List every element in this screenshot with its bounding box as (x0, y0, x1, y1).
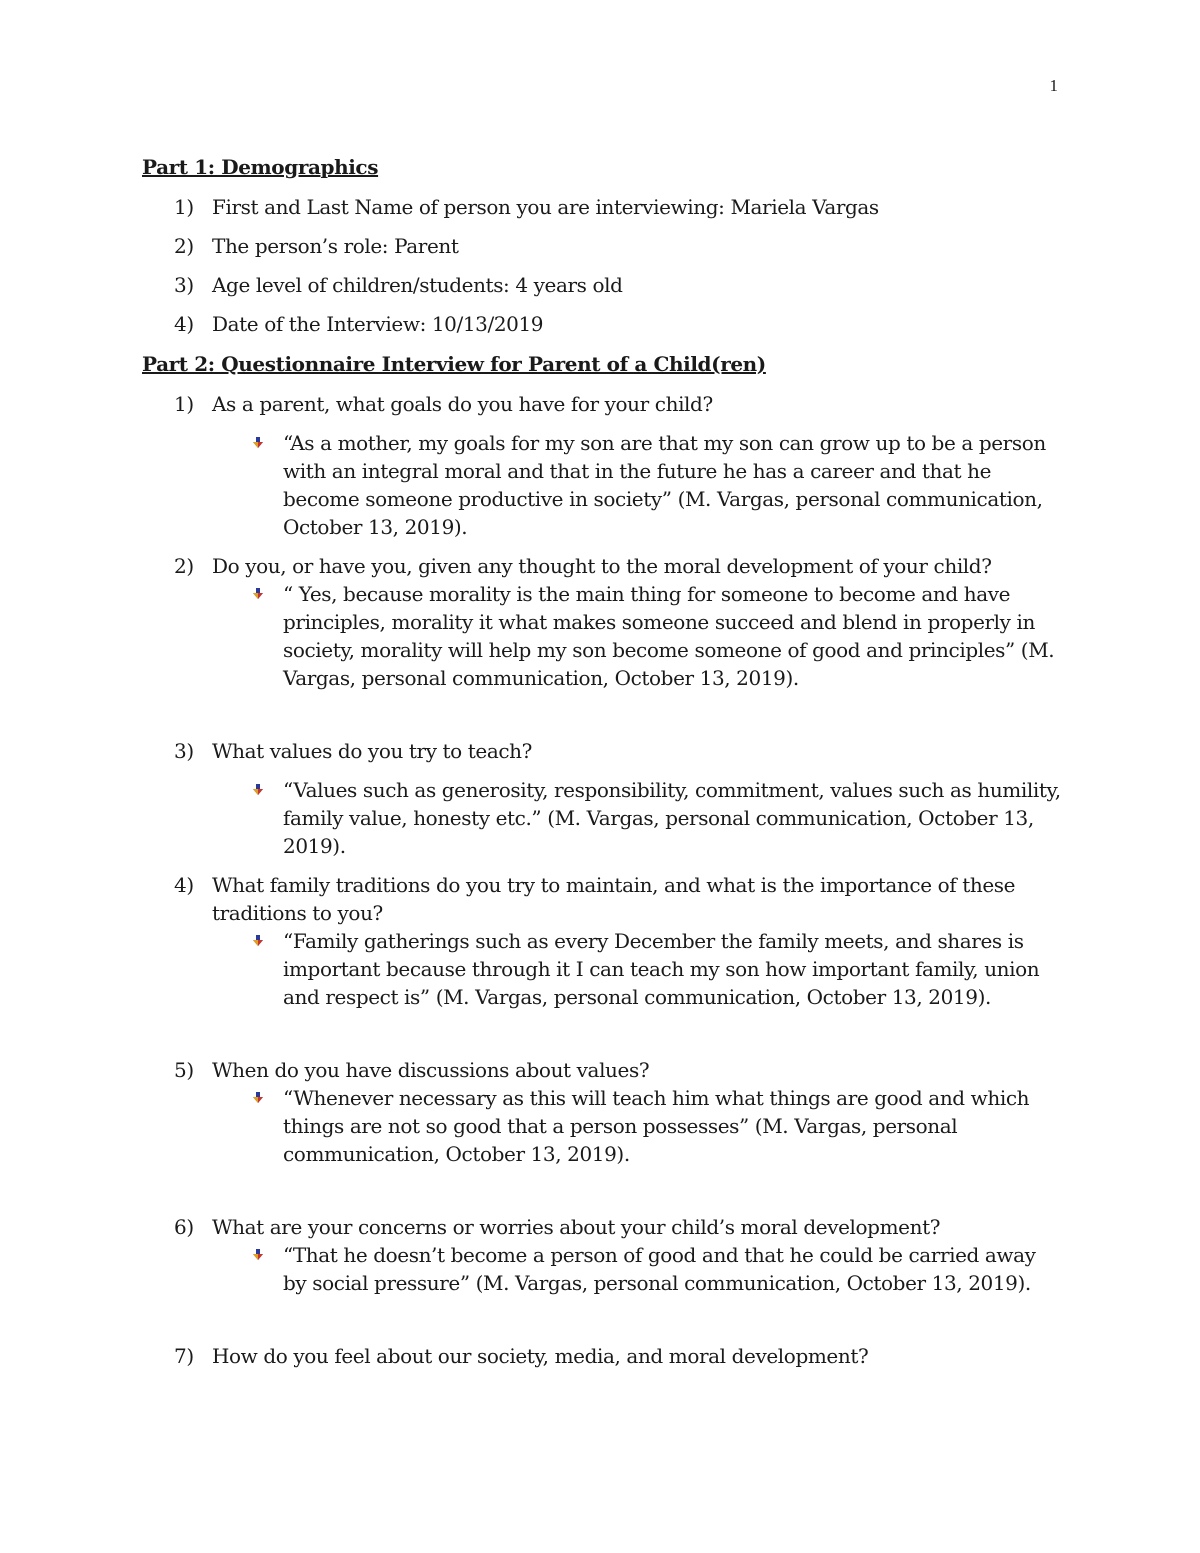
part1-heading: Part 1: Demographics (142, 155, 379, 179)
question-text: What family traditions do you try to maintain, and what is the importance of these traditions to you? (212, 873, 1016, 925)
question (142, 1056, 1062, 1084)
item-number: 2) (174, 234, 194, 258)
question-text: What are your concerns or worries about your child’s moral development? (212, 1215, 941, 1239)
question-text: What values do you try to teach? (212, 739, 532, 763)
answer-text: “Whenever necessary as this will teach him what things are good and which things are not so good that a person possesses” (M. Vargas, personal communication, October 13, 2019). (283, 1086, 1030, 1166)
demographic-item (142, 271, 1062, 299)
arrow-bullet-icon (252, 1092, 264, 1104)
question (142, 737, 1062, 765)
item-text: Age level of children/students: 4 years old (212, 273, 623, 297)
demographic-item (142, 310, 1062, 338)
question-number: 7) (174, 1344, 194, 1368)
question-number: 4) (174, 873, 194, 897)
answer-text: “As a mother, my goals for my son are that my son can grow up to be a person with an integral moral and that in the future he has a career and that he become someone productive in society” (M. Vargas, personal communication, October 13, 2019). (283, 431, 1046, 539)
item-number: 4) (174, 312, 194, 336)
question (142, 1213, 1062, 1241)
answer-text: “That he doesn’t become a person of good and that he could be carried away by social pressure” (M. Vargas, personal communication, October 13, 2019). (283, 1243, 1036, 1295)
question (142, 1342, 1062, 1370)
question-number: 6) (174, 1215, 194, 1239)
question-number: 1) (174, 392, 194, 416)
page-number: 1 (1049, 76, 1058, 95)
answer (142, 429, 1062, 541)
question (142, 390, 1062, 418)
question (142, 871, 1062, 927)
item-text: The person’s role: Parent (212, 234, 459, 258)
question-text: Do you, or have you, given any thought to the moral development of your child? (212, 554, 992, 578)
answer (142, 927, 1062, 1011)
question-text: When do you have discussions about values? (212, 1058, 650, 1082)
item-number: 1) (174, 195, 194, 219)
part2-heading: Part 2: Questionnaire Interview for Parent of a Child(ren) (142, 352, 766, 376)
answer-text: “Family gatherings such as every December the family meets, and shares is important because through it I can teach my son how important family, union and respect is” (M. Vargas, personal communication, October 13, 2019). (283, 929, 1040, 1009)
item-text: First and Last Name of person you are interviewing: Mariela Vargas (212, 195, 879, 219)
arrow-bullet-icon (252, 437, 264, 449)
answer (142, 580, 1062, 692)
question-number: 2) (174, 554, 194, 578)
arrow-bullet-icon (252, 588, 264, 600)
question-text: As a parent, what goals do you have for your child? (212, 392, 713, 416)
question-number: 3) (174, 739, 194, 763)
arrow-bullet-icon (252, 935, 264, 947)
answer (142, 1084, 1062, 1168)
demographic-item (142, 193, 1062, 221)
answer-text: “Values such as generosity, responsibility, commitment, values such as humility, family value, honesty etc.” (M. Vargas, personal communication, October 13, 2019). (283, 778, 1061, 858)
demographic-item (142, 232, 1062, 260)
answer (142, 1241, 1062, 1297)
question (142, 552, 1062, 580)
item-number: 3) (174, 273, 194, 297)
answer (142, 776, 1062, 860)
item-text: Date of the Interview: 10/13/2019 (212, 312, 544, 336)
document-body (142, 152, 1062, 1370)
arrow-bullet-icon (252, 784, 264, 796)
question-number: 5) (174, 1058, 194, 1082)
question-text: How do you feel about our society, media, and moral development? (212, 1344, 869, 1368)
arrow-bullet-icon (252, 1249, 264, 1261)
answer-text: “ Yes, because morality is the main thing for someone to become and have principles, morality it what makes someone succeed and blend in properly in society, morality will help my son become someone of good and principles” (M. Vargas, personal communication, October 13, 2019). (283, 582, 1055, 690)
